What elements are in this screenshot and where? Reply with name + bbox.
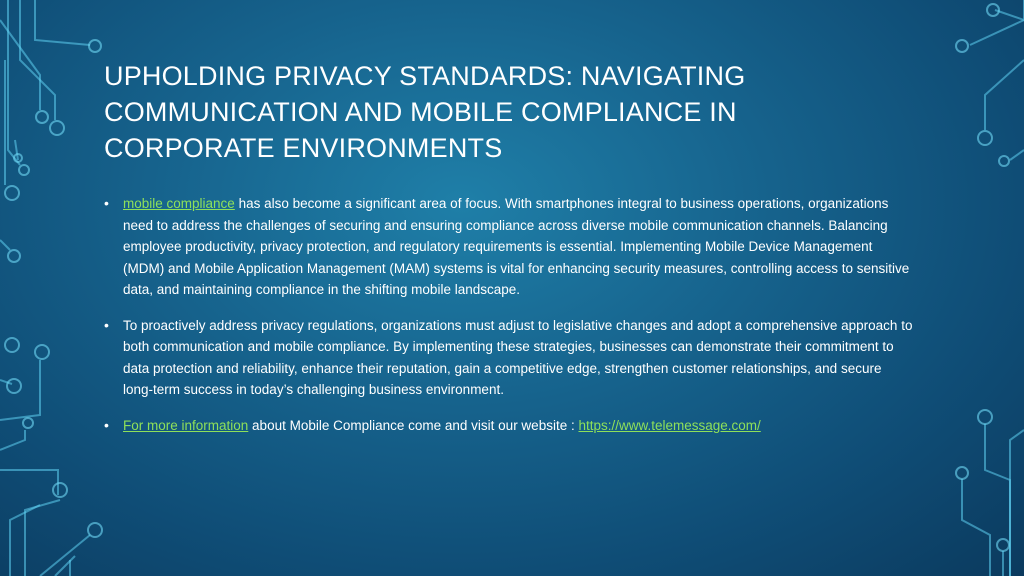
bullet-text: about Mobile Compliance come and visit our website : (248, 417, 579, 433)
bullet-item (104, 315, 914, 401)
bullet-marker: • (104, 195, 109, 211)
bullet-marker: • (104, 416, 109, 433)
bullet-text: To proactively address privacy regulations, organizations must adjust to legislative changes and adopt a comprehensive approach to both communication and mobile compliance. By implementing these strategies, businesses can demonstrate their commitment to data protection and reliability, enhance their reputation, gain a competitive edge, strengthen customer relationships, and secure long-term success in today’s challenging business environment. (123, 317, 913, 397)
bullet-item (104, 193, 914, 301)
slide-title: UPHOLDING PRIVACY STANDARDS: NAVIGATING COMMUNICATION AND MOBILE COMPLIANCE IN CORPORATE ENVIRONMENTS (104, 61, 746, 163)
bullet-item (104, 415, 914, 437)
mobile-compliance-link[interactable]: mobile compliance (123, 196, 235, 211)
bullet-list (104, 193, 914, 450)
website-link[interactable]: https://www.telemessage.com/ (578, 417, 761, 433)
bullet-text: has also become a significant area of focus. With smartphones integral to business operations, organizations need to address the challenges of securing and ensuring compliance across diverse mobile communication channels. Balancing employee productivity, privacy protection, and regulatory requirements is essential. Implementing Mobile Device Management (MDM) and Mobile Application Management (MAM) systems is vital for enhancing security measures, controlling access to sensitive data, and maintaining compliance in the shifting mobile landscape. (123, 196, 910, 297)
more-information-link[interactable]: For more information (123, 417, 249, 433)
bullet-marker: • (104, 316, 109, 333)
